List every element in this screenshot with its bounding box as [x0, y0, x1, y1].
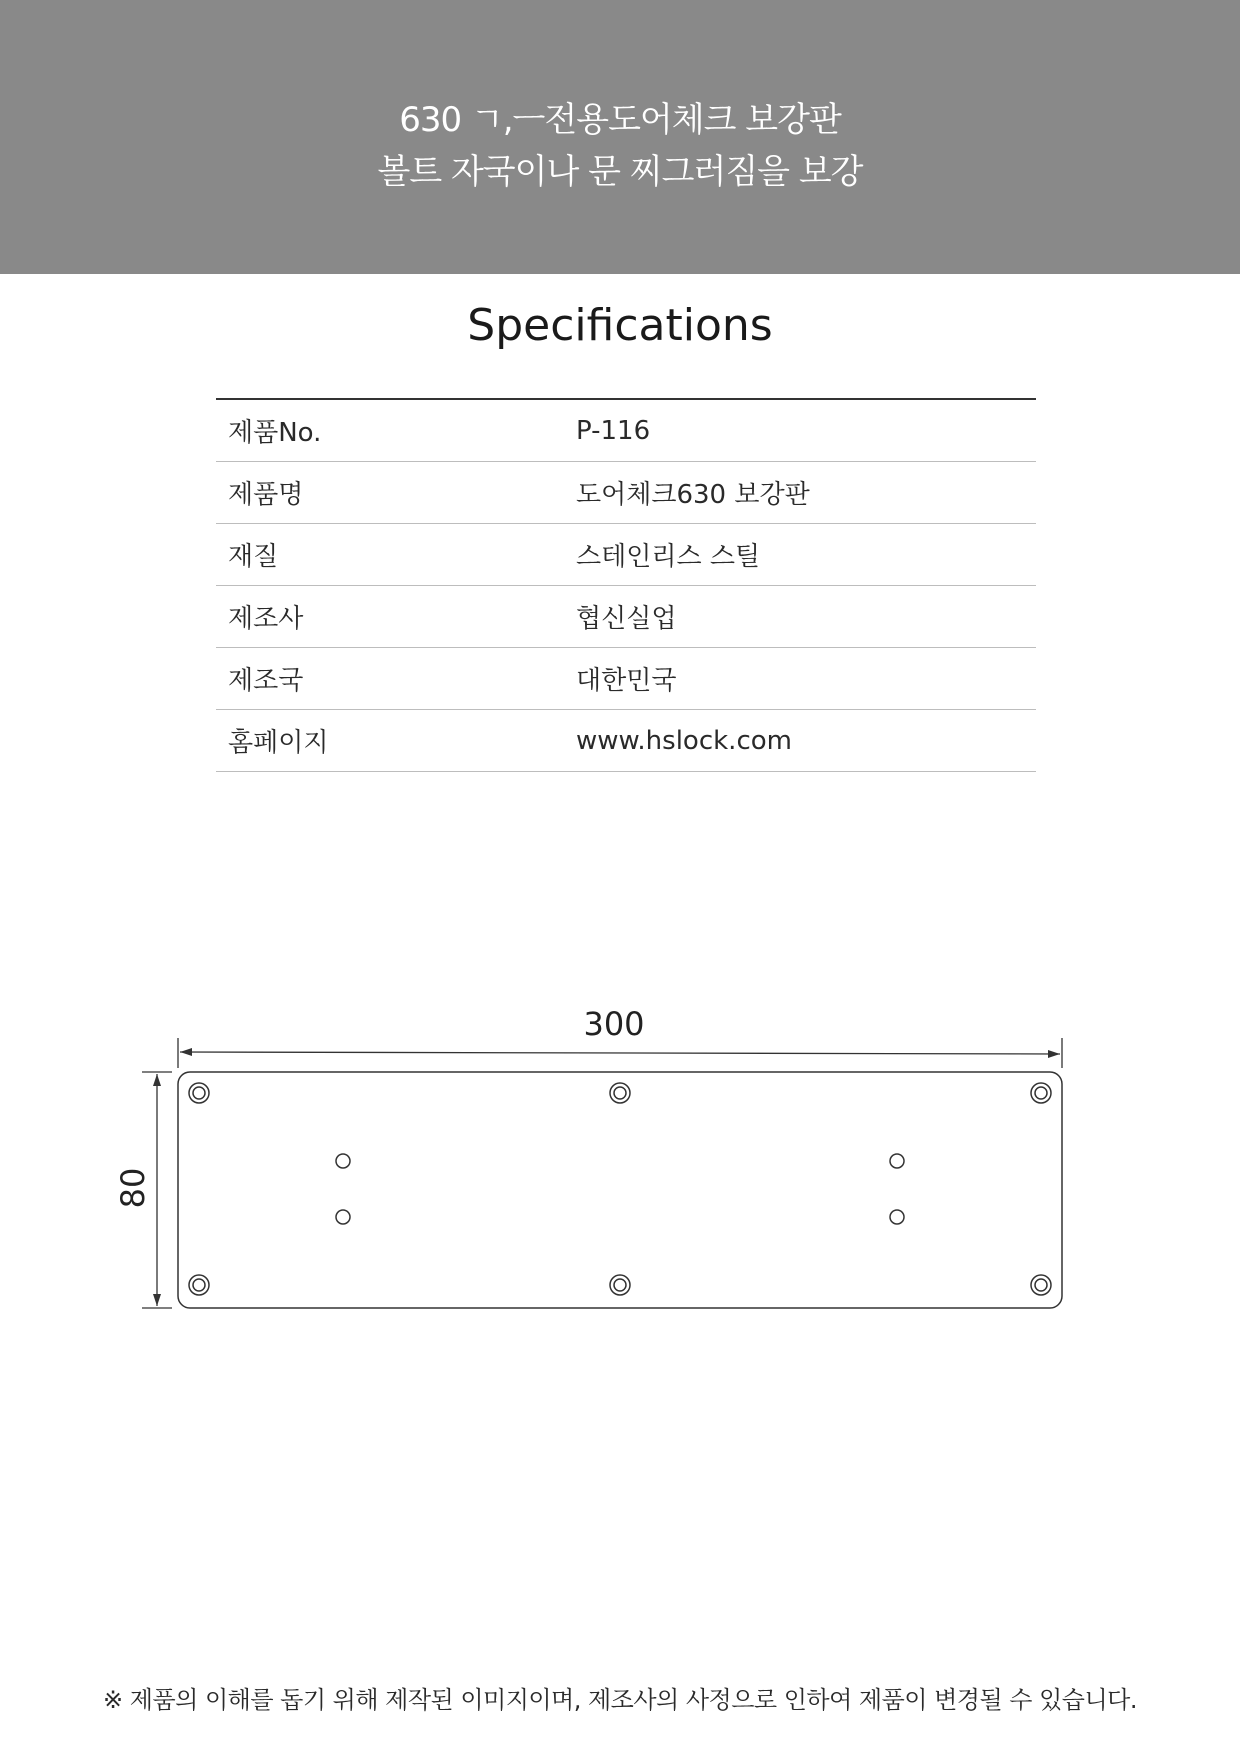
arrowhead-icon [1048, 1050, 1060, 1058]
spec-value: 도어체크630 보강판 [576, 462, 1036, 524]
disclaimer-note: ※ 제품의 이해를 돕기 위해 제작된 이미지이며, 제조사의 사정으로 인하여 제품이 변경될 수 있습니다. [103, 1686, 1137, 1714]
banner-title: 630 ㄱ,ㅡ전용도어체크 보강판 [399, 100, 841, 140]
plate-outline [178, 1072, 1062, 1308]
screw-hole-icon [1031, 1275, 1051, 1295]
spec-value: P-116 [576, 399, 1036, 462]
spec-label: 제품No. [216, 399, 576, 462]
banner-subtitle: 볼트 자국이나 문 찌그러짐을 보강 [377, 152, 863, 192]
spec-label: 홈페이지 [216, 710, 576, 772]
screw-hole-icon [1031, 1083, 1051, 1103]
mounting-hole-icon [336, 1154, 350, 1168]
spec-label: 제조사 [216, 586, 576, 648]
arrowhead-icon [153, 1074, 161, 1086]
mounting-hole-icon [336, 1210, 350, 1224]
width-dimension-line [180, 1052, 1060, 1054]
screw-hole-icon [189, 1275, 209, 1295]
table-row [216, 524, 1036, 586]
spec-label: 제품명 [216, 462, 576, 524]
spec-label: 제조국 [216, 648, 576, 710]
width-dimension-label: 300 [583, 1005, 645, 1043]
spec-label: 재질 [216, 524, 576, 586]
header-banner [0, 0, 1240, 274]
table-row [216, 648, 1036, 710]
screw-hole-icon [610, 1275, 630, 1295]
arrowhead-icon [180, 1048, 192, 1056]
spec-value: www.hslock.com [576, 710, 1036, 772]
screw-hole-icon [189, 1083, 209, 1103]
specifications-title: Specifications [467, 300, 773, 351]
table-row [216, 399, 1036, 462]
mounting-hole-icon [890, 1210, 904, 1224]
specifications-table [216, 398, 1036, 772]
plate-technical-drawing [0, 990, 1240, 1330]
height-dimension-label: 80 [114, 1167, 152, 1209]
mounting-hole-icon [890, 1154, 904, 1168]
spec-value: 스테인리스 스틸 [576, 524, 1036, 586]
arrowhead-icon [153, 1294, 161, 1306]
spec-value: 대한민국 [576, 648, 1036, 710]
table-row [216, 710, 1036, 772]
table-row [216, 462, 1036, 524]
table-row [216, 586, 1036, 648]
screw-hole-icon [610, 1083, 630, 1103]
spec-value: 협신실업 [576, 586, 1036, 648]
